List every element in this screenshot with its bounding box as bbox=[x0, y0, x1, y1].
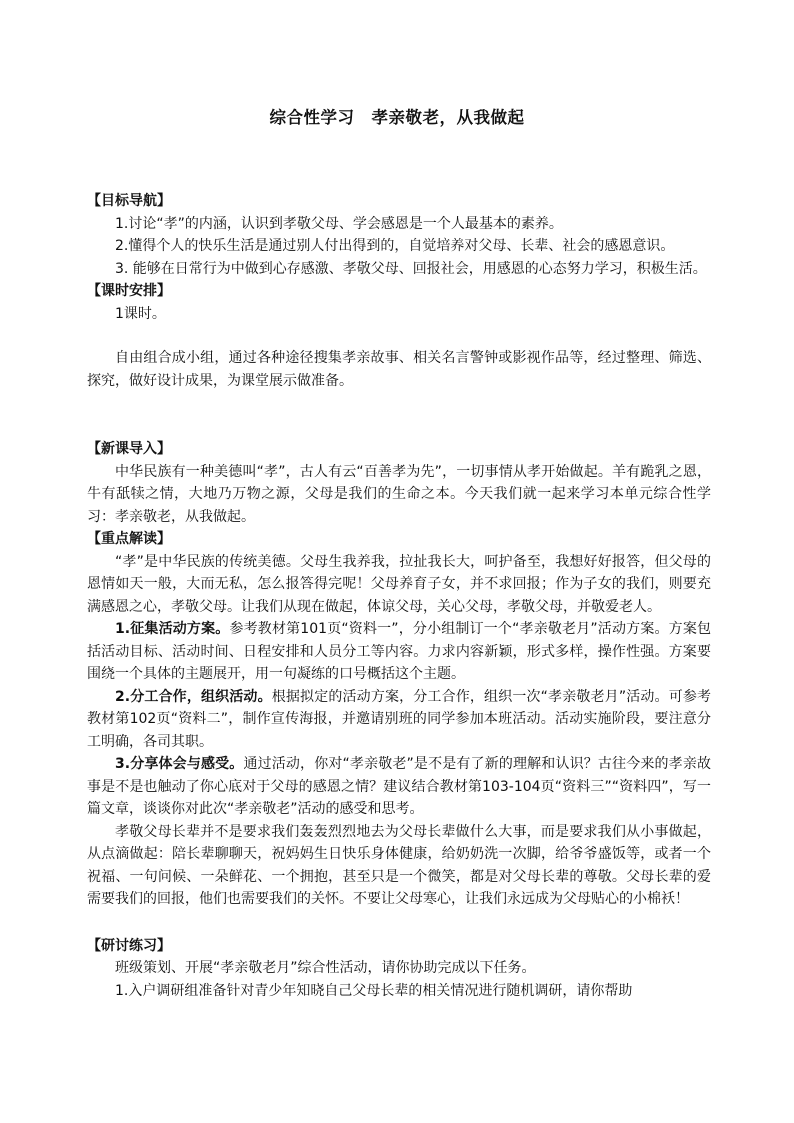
intro-text: 中华民族有一种美德叫“孝”，古人有云“百善孝为先”，一切事情从孝开始做起。羊有跪乳之恩，牛有舐犊之情，大地乃万物之源，父母是我们的生命之本。今天我们就一起来学习本单元综合性学习：孝亲敬老，从我做起。 bbox=[87, 463, 711, 525]
key-heading: 【重点解读】 bbox=[87, 531, 171, 547]
key-step bbox=[87, 753, 711, 821]
goal-item: 1.讨论“孝”的内涵，认识到孝敬父母、学会感恩是一个人最基本的素养。 bbox=[115, 215, 563, 232]
key-step-label: 1.征集活动方案。 bbox=[115, 621, 230, 637]
document-body bbox=[87, 190, 711, 1002]
key-step bbox=[87, 618, 711, 686]
key-step-text: 根据拟定的活动方案，分工合作，组织一次“孝亲敬老月”活动。可参考教材第102页“资料二”，制作宣传海报，并邀请别班的同学参加本班活动。活动实施阶段，要注意分工明确，各司其职。 bbox=[87, 688, 711, 750]
key-closing: 孝敬父母长辈并不是要求我们轰轰烈烈地去为父母长辈做什么大事，而是要求我们从小事做起，从点滴做起：陪长辈聊聊天，祝妈妈生日快乐身体健康，给奶奶洗一次脚，给爷爷盛饭等，或者一个祝福、一句问候、一朵鲜花、一个拥抱，甚至只是一个微笑，都是对父母长辈的尊敬。父母长辈的爱需要我们的回报，他们也需要我们的关怀。不要让父母寒心，让我们永远成为父母贴心的小棉袄！ bbox=[87, 823, 711, 907]
schedule-heading: 【课时安排】 bbox=[87, 283, 171, 299]
goal-item: 2.懂得个人的快乐生活是通过别人付出得到的，自觉培养对父母、长辈、社会的感恩意识。 bbox=[115, 238, 675, 254]
key-text: “孝”是中华民族的传统美德。父母生我养我，拉扯我长大，呵护备至，我想好好报答，但父母的恩情如天一般，大而无私，怎么报答得完呢！父母养育子女，并不求回报；作为子女的我们，则要充满感恩之心，孝敬父母。让我们从现在做起，体谅父母，关心父母，孝敬父母，并敬爱老人。 bbox=[87, 553, 711, 615]
goal-item: 3. 能够在日常行为中做到心存感激、孝敬父母、回报社会，用感恩的心态努力学习，积极生活。 bbox=[115, 260, 707, 277]
practice-text: 班级策划、开展“孝亲敬老月”综合性活动，请你协助完成以下任务。 bbox=[115, 960, 536, 976]
page-title: 综合性学习 孝亲敬老，从我做起 bbox=[269, 108, 525, 127]
goals-heading: 【目标导航】 bbox=[87, 193, 171, 209]
key-step-label: 3.分享体会与感受。 bbox=[115, 756, 244, 772]
key-step-text: 通过活动，你对“孝亲敬老”是不是有了新的理解和认识？古往今来的孝亲故事是不是也触动了你心底对于父母的感恩之情？建议结合教材第103-104页“资料三”“资料四”，写一篇文章，谈谈你对此次“孝亲敬老”活动的感受和思考。 bbox=[87, 756, 711, 817]
key-step bbox=[87, 686, 711, 754]
schedule-prep: 自由组合成小组，通过各种途径搜集孝亲故事、相关名言警钟或影视作品等，经过整理、筛选、探究，做好设计成果，为课堂展示做准备。 bbox=[87, 350, 711, 389]
key-step-text: 参考教材第101页“资料一”，分小组制订一个“孝亲敬老月”活动方案。方案包括活动目标、活动时间、日程安排和人员分工等内容。力求内容新颖，形式多样，操作性强。方案要围绕一个具体的主题展开，用一句凝练的口号概括这个主题。 bbox=[87, 621, 712, 682]
practice-heading: 【研讨练习】 bbox=[87, 937, 171, 954]
key-step-label: 2.分工合作，组织活动。 bbox=[115, 688, 272, 705]
intro-heading: 【新课导入】 bbox=[87, 441, 171, 457]
schedule-text: 1课时。 bbox=[115, 305, 166, 322]
practice-item: 1.入户调研组准备针对青少年知晓自己父母长辈的相关情况进行随机调研，请你帮助 bbox=[115, 982, 633, 999]
